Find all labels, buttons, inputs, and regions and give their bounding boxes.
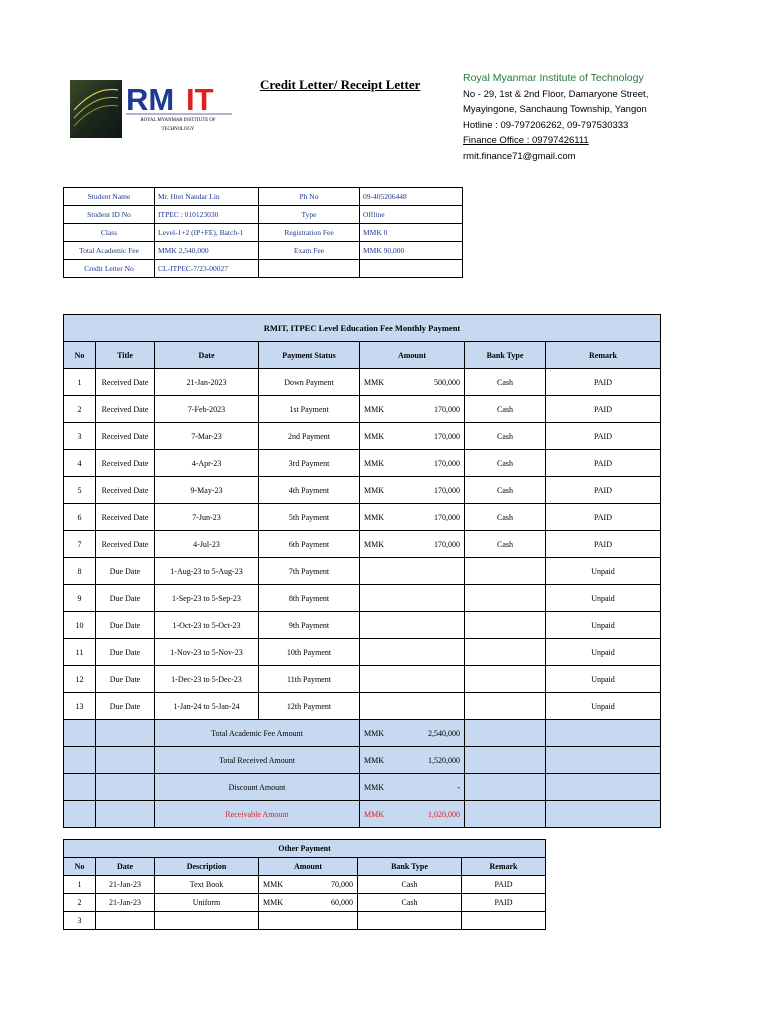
currency: MMK: [364, 755, 385, 765]
info-value: CL-ITPEC-7/23-00027: [155, 260, 259, 278]
amount-cell: [360, 612, 465, 639]
row-number: 4: [64, 450, 96, 477]
other-payment-row: [64, 912, 546, 930]
bank-type: Cash: [465, 450, 546, 477]
summary-label: Total Received Amount: [155, 747, 360, 774]
row-date: 7-Jun-23: [155, 504, 259, 531]
summary-row: [64, 720, 661, 747]
currency: MMK: [364, 728, 385, 738]
organization-contact: [463, 71, 648, 165]
bank-type: [465, 666, 546, 693]
row-date: 7-Mar-23: [155, 423, 259, 450]
empty-cell: [465, 801, 546, 828]
amount-value: -: [457, 782, 460, 792]
bank-type: [465, 585, 546, 612]
remark: PAID: [546, 531, 661, 558]
info-row: [64, 242, 463, 260]
bank-type: [465, 612, 546, 639]
column-header: Payment Status: [259, 342, 360, 369]
summary-row: [64, 774, 661, 801]
remark: [462, 912, 546, 930]
amount-value: 1,520,000: [428, 755, 460, 765]
payment-row: [64, 531, 661, 558]
column-header: Date: [96, 858, 155, 876]
info-label: Registration Fee: [259, 224, 360, 242]
currency: MMK: [364, 809, 385, 819]
logo-it: IT: [186, 82, 214, 117]
bank-type: [358, 912, 462, 930]
row-date: 4-Jul-23: [155, 531, 259, 558]
description: Text Book: [155, 876, 259, 894]
other-payment-table: [63, 839, 546, 930]
row-date: 1-Aug-23 to 5-Aug-23: [155, 558, 259, 585]
row-number: 12: [64, 666, 96, 693]
rmit-logo: [70, 80, 236, 138]
empty-cell: [64, 801, 96, 828]
column-header: Bank Type: [358, 858, 462, 876]
payment-row: [64, 612, 661, 639]
document-title: Credit Letter/ Receipt Letter: [260, 77, 421, 92]
info-row: [64, 206, 463, 224]
payment-row: [64, 504, 661, 531]
row-title: Due Date: [96, 666, 155, 693]
column-header: Title: [96, 342, 155, 369]
row-date: 21-Jan-2023: [155, 369, 259, 396]
info-value: MMK 2,540,000: [155, 242, 259, 260]
svg-text:ROYAL MYANMAR INSTITUTE OF: ROYAL MYANMAR INSTITUTE OF: [140, 118, 216, 123]
remark: Unpaid: [546, 612, 661, 639]
empty-cell: [546, 720, 661, 747]
amount-value: 170,000: [434, 431, 460, 441]
info-label: Type: [259, 206, 360, 224]
info-row: [64, 224, 463, 242]
payment-status: 12th Payment: [259, 693, 360, 720]
row-title: Due Date: [96, 612, 155, 639]
remark: PAID: [546, 423, 661, 450]
info-value: Offline: [360, 206, 463, 224]
bank-type: [465, 693, 546, 720]
amount-value: 70,000: [331, 880, 353, 889]
empty-cell: [64, 720, 96, 747]
info-row: [64, 260, 463, 278]
payment-status: 4th Payment: [259, 477, 360, 504]
payment-row: [64, 423, 661, 450]
row-title: Due Date: [96, 585, 155, 612]
column-header: No: [64, 342, 96, 369]
other-payment-row: [64, 894, 546, 912]
row-date: 1-Dec-23 to 5-Dec-23: [155, 666, 259, 693]
info-value: Mr. Htet Nandar Lin: [155, 188, 259, 206]
row-number: 2: [64, 894, 96, 912]
row-date: 9-May-23: [155, 477, 259, 504]
remark: PAID: [462, 876, 546, 894]
payment-row: [64, 396, 661, 423]
payment-row: [64, 450, 661, 477]
amount-cell: [360, 396, 465, 423]
payment-row: [64, 585, 661, 612]
empty-cell: [96, 720, 155, 747]
remark: Unpaid: [546, 585, 661, 612]
logo-rm: RM: [126, 82, 175, 117]
summary-label: Receivable Amount: [155, 801, 360, 828]
currency: MMK: [364, 404, 385, 414]
amount-cell: [360, 423, 465, 450]
row-date: 4-Apr-23: [155, 450, 259, 477]
remark: Unpaid: [546, 639, 661, 666]
info-value: MMK 0: [360, 224, 463, 242]
amount-cell: [360, 558, 465, 585]
amount-cell: [360, 774, 465, 801]
column-header: No: [64, 858, 96, 876]
payment-row: [64, 477, 661, 504]
remark: Unpaid: [546, 693, 661, 720]
amount-cell: [360, 639, 465, 666]
row-number: 9: [64, 585, 96, 612]
row-title: Received Date: [96, 450, 155, 477]
row-number: 1: [64, 876, 96, 894]
bank-type: Cash: [465, 531, 546, 558]
amount-value: 2,540,000: [428, 728, 460, 738]
summary-row: [64, 747, 661, 774]
empty-cell: [465, 774, 546, 801]
amount-cell: [360, 801, 465, 828]
remark: PAID: [546, 369, 661, 396]
empty-cell: [96, 801, 155, 828]
info-label: Credit Letter No: [64, 260, 155, 278]
bank-type: Cash: [358, 894, 462, 912]
bank-type: Cash: [465, 504, 546, 531]
row-date: 1-Oct-23 to 5-Oct-23: [155, 612, 259, 639]
description: [155, 912, 259, 930]
payment-status: 5th Payment: [259, 504, 360, 531]
row-title: Received Date: [96, 477, 155, 504]
organization-name: Royal Myanmar Institute of Technology: [463, 72, 644, 84]
row-date: 7-Feb-2023: [155, 396, 259, 423]
payment-row: [64, 558, 661, 585]
currency: MMK: [364, 539, 385, 549]
row-number: 6: [64, 504, 96, 531]
description: Uniform: [155, 894, 259, 912]
amount-value: 170,000: [434, 404, 460, 414]
column-header: Amount: [360, 342, 465, 369]
info-value: [360, 260, 463, 278]
row-title: Received Date: [96, 369, 155, 396]
summary-row: [64, 801, 661, 828]
row-date: 21-Jan-23: [96, 876, 155, 894]
row-date: 1-Nov-23 to 5-Nov-23: [155, 639, 259, 666]
amount-cell: [360, 504, 465, 531]
row-title: Received Date: [96, 396, 155, 423]
amount-value: 500,000: [434, 377, 460, 387]
amount-cell: [259, 912, 358, 930]
amount-cell: [259, 876, 358, 894]
summary-label: Discount Amount: [155, 774, 360, 801]
bank-type: Cash: [358, 876, 462, 894]
payment-table-title: RMIT, ITPEC Level Education Fee Monthly Payment: [64, 315, 661, 342]
payment-status: 7th Payment: [259, 558, 360, 585]
other-payment-title: Other Payment: [64, 840, 546, 858]
row-date: [96, 912, 155, 930]
row-number: 13: [64, 693, 96, 720]
info-value: 09-405206448: [360, 188, 463, 206]
info-label: Ph No: [259, 188, 360, 206]
amount-value: 1,020,000: [428, 809, 460, 819]
svg-text:TECHNOLOGY: TECHNOLOGY: [161, 127, 195, 132]
amount-cell: [360, 585, 465, 612]
row-number: 2: [64, 396, 96, 423]
amount-cell: [360, 477, 465, 504]
row-title: Received Date: [96, 423, 155, 450]
remark: PAID: [546, 450, 661, 477]
column-header: Date: [155, 342, 259, 369]
empty-cell: [465, 720, 546, 747]
row-number: 3: [64, 912, 96, 930]
info-label: [259, 260, 360, 278]
finance-office: Finance Office : 09797426111: [463, 135, 589, 147]
bank-type: [465, 558, 546, 585]
amount-value: 170,000: [434, 458, 460, 468]
empty-cell: [64, 747, 96, 774]
payment-row: [64, 369, 661, 396]
info-row: [64, 188, 463, 206]
row-title: Due Date: [96, 558, 155, 585]
remark: Unpaid: [546, 558, 661, 585]
amount-cell: [259, 894, 358, 912]
currency: MMK: [364, 485, 385, 495]
bank-type: Cash: [465, 477, 546, 504]
info-label: Class: [64, 224, 155, 242]
info-value: ITPEC : 010123030: [155, 206, 259, 224]
bank-type: Cash: [465, 369, 546, 396]
empty-cell: [546, 774, 661, 801]
remark: PAID: [546, 396, 661, 423]
info-value: Level-1+2 (IP+FE), Batch-1: [155, 224, 259, 242]
currency: MMK: [364, 782, 385, 792]
row-title: Due Date: [96, 693, 155, 720]
bank-type: [465, 639, 546, 666]
row-title: Received Date: [96, 531, 155, 558]
other-payment-row: [64, 876, 546, 894]
address-line-2: Myayingone, Sanchaung Township, Yangon: [463, 104, 647, 116]
info-label: Student ID No: [64, 206, 155, 224]
currency: MMK: [364, 458, 385, 468]
column-header: Description: [155, 858, 259, 876]
remark: PAID: [462, 894, 546, 912]
amount-cell: [360, 450, 465, 477]
row-number: 1: [64, 369, 96, 396]
remark: PAID: [546, 504, 661, 531]
remark: Unpaid: [546, 666, 661, 693]
payment-status: 8th Payment: [259, 585, 360, 612]
amount-value: 170,000: [434, 485, 460, 495]
empty-cell: [64, 774, 96, 801]
empty-cell: [546, 747, 661, 774]
row-number: 11: [64, 639, 96, 666]
address-line-1: No - 29, 1st & 2nd Floor, Damaryone Street,: [463, 88, 649, 100]
remark: PAID: [546, 477, 661, 504]
empty-cell: [96, 747, 155, 774]
payment-status: 11th Payment: [259, 666, 360, 693]
payment-row: [64, 666, 661, 693]
currency: MMK: [364, 512, 385, 522]
payment-status: 9th Payment: [259, 612, 360, 639]
info-label: Exam Fee: [259, 242, 360, 260]
currency: MMK: [263, 880, 284, 889]
bank-type: Cash: [465, 423, 546, 450]
info-label: Student Name: [64, 188, 155, 206]
amount-cell: [360, 720, 465, 747]
payment-status: 2nd Payment: [259, 423, 360, 450]
row-date: 1-Sep-23 to 5-Sep-23: [155, 585, 259, 612]
amount-cell: [360, 693, 465, 720]
payment-row: [64, 639, 661, 666]
empty-cell: [96, 774, 155, 801]
payment-status: 1st Payment: [259, 396, 360, 423]
column-header: Bank Type: [465, 342, 546, 369]
amount-value: 170,000: [434, 512, 460, 522]
currency: MMK: [364, 431, 385, 441]
column-header: Amount: [259, 858, 358, 876]
student-info-table: [63, 187, 463, 278]
amount-cell: [360, 369, 465, 396]
row-number: 5: [64, 477, 96, 504]
currency: MMK: [364, 377, 385, 387]
amount-cell: [360, 531, 465, 558]
row-title: Due Date: [96, 639, 155, 666]
hotline: Hotline : 09-797206262, 09-797530333: [463, 119, 629, 131]
row-date: 21-Jan-23: [96, 894, 155, 912]
info-label: Total Academic Fee: [64, 242, 155, 260]
amount-value: 60,000: [331, 898, 353, 907]
column-header: Remark: [462, 858, 546, 876]
payment-status: 6th Payment: [259, 531, 360, 558]
monthly-payment-table: [63, 314, 661, 828]
row-number: 8: [64, 558, 96, 585]
summary-label: Total Academic Fee Amount: [155, 720, 360, 747]
payment-row: [64, 693, 661, 720]
row-date: 1-Jan-24 to 5-Jan-24: [155, 693, 259, 720]
payment-status: 10th Payment: [259, 639, 360, 666]
empty-cell: [546, 801, 661, 828]
row-number: 7: [64, 531, 96, 558]
column-header: Remark: [546, 342, 661, 369]
payment-status: 3rd Payment: [259, 450, 360, 477]
currency: MMK: [263, 898, 284, 907]
bank-type: Cash: [465, 396, 546, 423]
row-number: 10: [64, 612, 96, 639]
amount-cell: [360, 666, 465, 693]
empty-cell: [465, 747, 546, 774]
amount-cell: [360, 747, 465, 774]
payment-status: Down Payment: [259, 369, 360, 396]
row-title: Received Date: [96, 504, 155, 531]
info-value: MMK 90,000: [360, 242, 463, 260]
row-number: 3: [64, 423, 96, 450]
email: rmit.finance71@gmail.com: [463, 150, 576, 162]
amount-value: 170,000: [434, 539, 460, 549]
